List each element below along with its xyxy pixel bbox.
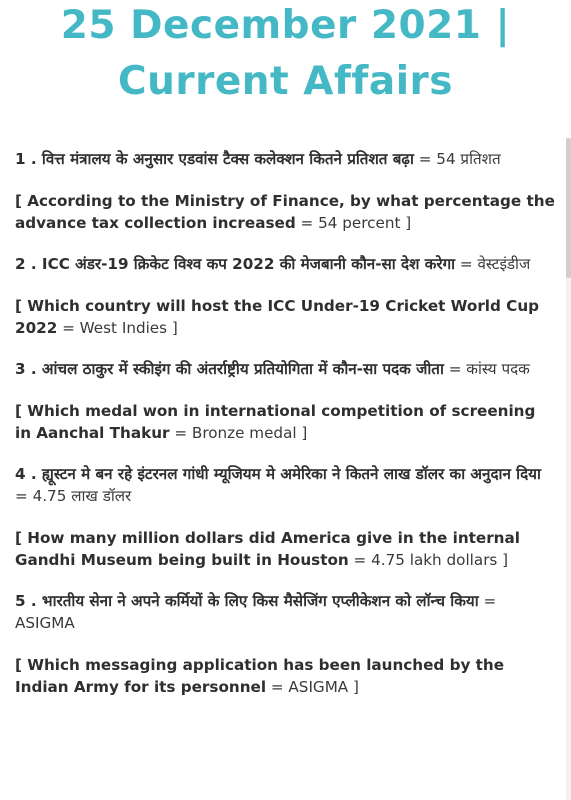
question-text: 5 . भारतीय सेना ने अपने कर्मियों के लिए किस मैसेजिंग एप्लीकेशन को लॉन्च किया [15, 592, 479, 610]
question-text: 2 . ICC अंडर-19 क्रिकेट विश्व कप 2022 की मेजबानी कौन-सा देश करेगा [15, 255, 456, 273]
equals-sign: = [448, 360, 462, 378]
equals-sign: = [174, 424, 188, 442]
question-english-5 [15, 654, 555, 698]
scrollbar-thumb[interactable] [566, 138, 571, 278]
question-text: 3 . आंचल ठाकुर में स्कीइंग की अंतर्राष्ट्रीय प्रतियोगिता में कौन-सा पदक जीता [15, 360, 444, 378]
equals-sign: = [62, 319, 75, 337]
answer-text: कांस्य पदक [466, 360, 530, 378]
question-text: [ How many million dollars did America give in the internal Gandhi Museum being built in Houston [15, 529, 520, 569]
question-english-2 [15, 295, 555, 339]
answer-text: वेस्टइंडीज [477, 255, 531, 273]
question-text: [ Which country will host the ICC Under-19 Cricket World Cup 2022 [15, 297, 540, 337]
answer-text: 4.75 lakh dollars ] [371, 551, 509, 569]
equals-sign: = [353, 551, 367, 569]
equals-sign: = [15, 487, 28, 505]
question-hindi-4 [15, 463, 555, 507]
question-text: [ Which messaging application has been launched by the Indian Army for its personnel [15, 656, 505, 696]
equals-sign: = [418, 150, 432, 168]
question-text: 4 . ह्यूस्टन मे बन रहे इंटरनल गांधी म्यूजियम मे अमेरिका ने कितने लाख डॉलर का अनुदान दिया [15, 465, 541, 483]
article-body [15, 148, 555, 717]
question-hindi-2 [15, 253, 555, 275]
question-hindi-3 [15, 358, 555, 380]
answer-text: 54 percent ] [318, 214, 412, 232]
answer-text: 54 प्रतिशत [436, 150, 501, 168]
question-hindi-5 [15, 590, 555, 634]
equals-sign: = [270, 678, 284, 696]
equals-sign: = [300, 214, 314, 232]
question-english-4 [15, 527, 555, 571]
equals-sign: = [459, 255, 473, 273]
question-hindi-1 [15, 148, 555, 170]
question-english-1 [15, 190, 555, 234]
question-text: [ Which medal won in international competition of screening in Aanchal Thakur [15, 402, 536, 442]
title-line-topic: Current Affairs [117, 59, 454, 104]
answer-text: ASIGMA ] [288, 678, 359, 696]
question-text: 1 . वित्त मंत्रालय के अनुसार एडवांस टैक्स कलेक्शन कितने प्रतिशत बढ़ा [15, 150, 414, 168]
question-text: [ According to the Ministry of Finance, by what percentage the advance tax collection increased [15, 192, 555, 232]
equals-sign: = [483, 592, 497, 610]
question-english-3 [15, 400, 555, 444]
answer-text: Bronze medal ] [191, 424, 308, 442]
title-line-date: 25 December 2021 | [60, 3, 511, 48]
answer-text: 4.75 लाख डॉलर [32, 487, 132, 505]
answer-text: West Indies ] [79, 319, 178, 337]
answer-text: ASIGMA [15, 614, 75, 632]
